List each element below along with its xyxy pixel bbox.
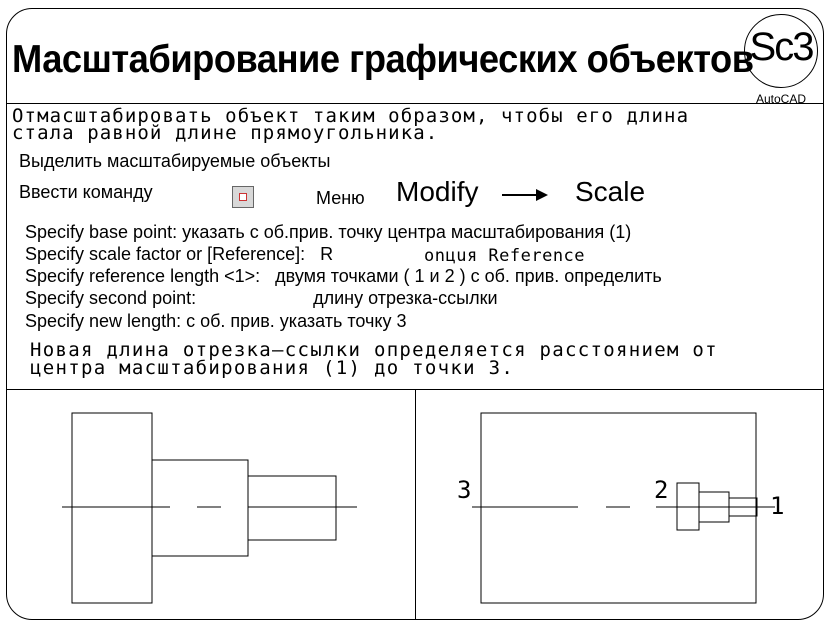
point-3-label: 3 [457,476,472,504]
page-title: Масштабирование графических объектов [12,38,754,81]
figure-before [62,413,357,603]
autocad-label: AutoCAD [756,92,807,106]
prompt-action: R [320,244,334,264]
prompt-action: с об. прив. указать точку 3 [186,311,407,331]
prompt-label: Specify scale factor or [Reference]: [25,244,306,264]
point-1-label: 1 [770,492,785,520]
figure-before-step [152,460,248,556]
option-note: onцuя Reference [424,246,586,266]
explanation-line-1: Новая длина отрезка—ссылки определяется расстоянием от [30,339,718,361]
step-enter-command: Ввести команду [19,182,153,202]
menu-scale[interactable]: Scale [575,176,646,207]
prompt-label: Specify reference length <1>: [25,266,261,286]
prompt-action: указать с об.прив. точку центра масштабирования (1) [182,222,632,242]
prompt-action: двумя точками ( 1 и 2 ) с об. прив. определить [275,266,662,286]
figure-after [472,413,775,603]
task-line-1: Отмасштабировать объект таким образом, чтобы его длина [12,105,690,127]
menu-modify[interactable]: Modify [396,176,479,207]
badge-code: Sc3 [749,25,813,69]
figure-before-shaft [248,476,336,540]
menu-label: Меню [316,188,365,208]
prompt-action: длину отрезка-ссылки [313,288,498,308]
figure-after-rect [481,413,756,603]
explanation-line-2: центра масштабирования (1) до точки 3. [30,357,515,379]
figure-before-body [72,413,152,603]
prompt-label: Specify base point: [25,222,178,242]
point-2-label: 2 [654,476,669,504]
task-line-2: стала равной длине прямоугольника. [12,122,439,144]
prompt-label: Specify second point: [25,288,197,308]
step-select: Выделить масштабируемые объекты [19,151,331,171]
prompt-label: Specify new length: [25,311,182,331]
